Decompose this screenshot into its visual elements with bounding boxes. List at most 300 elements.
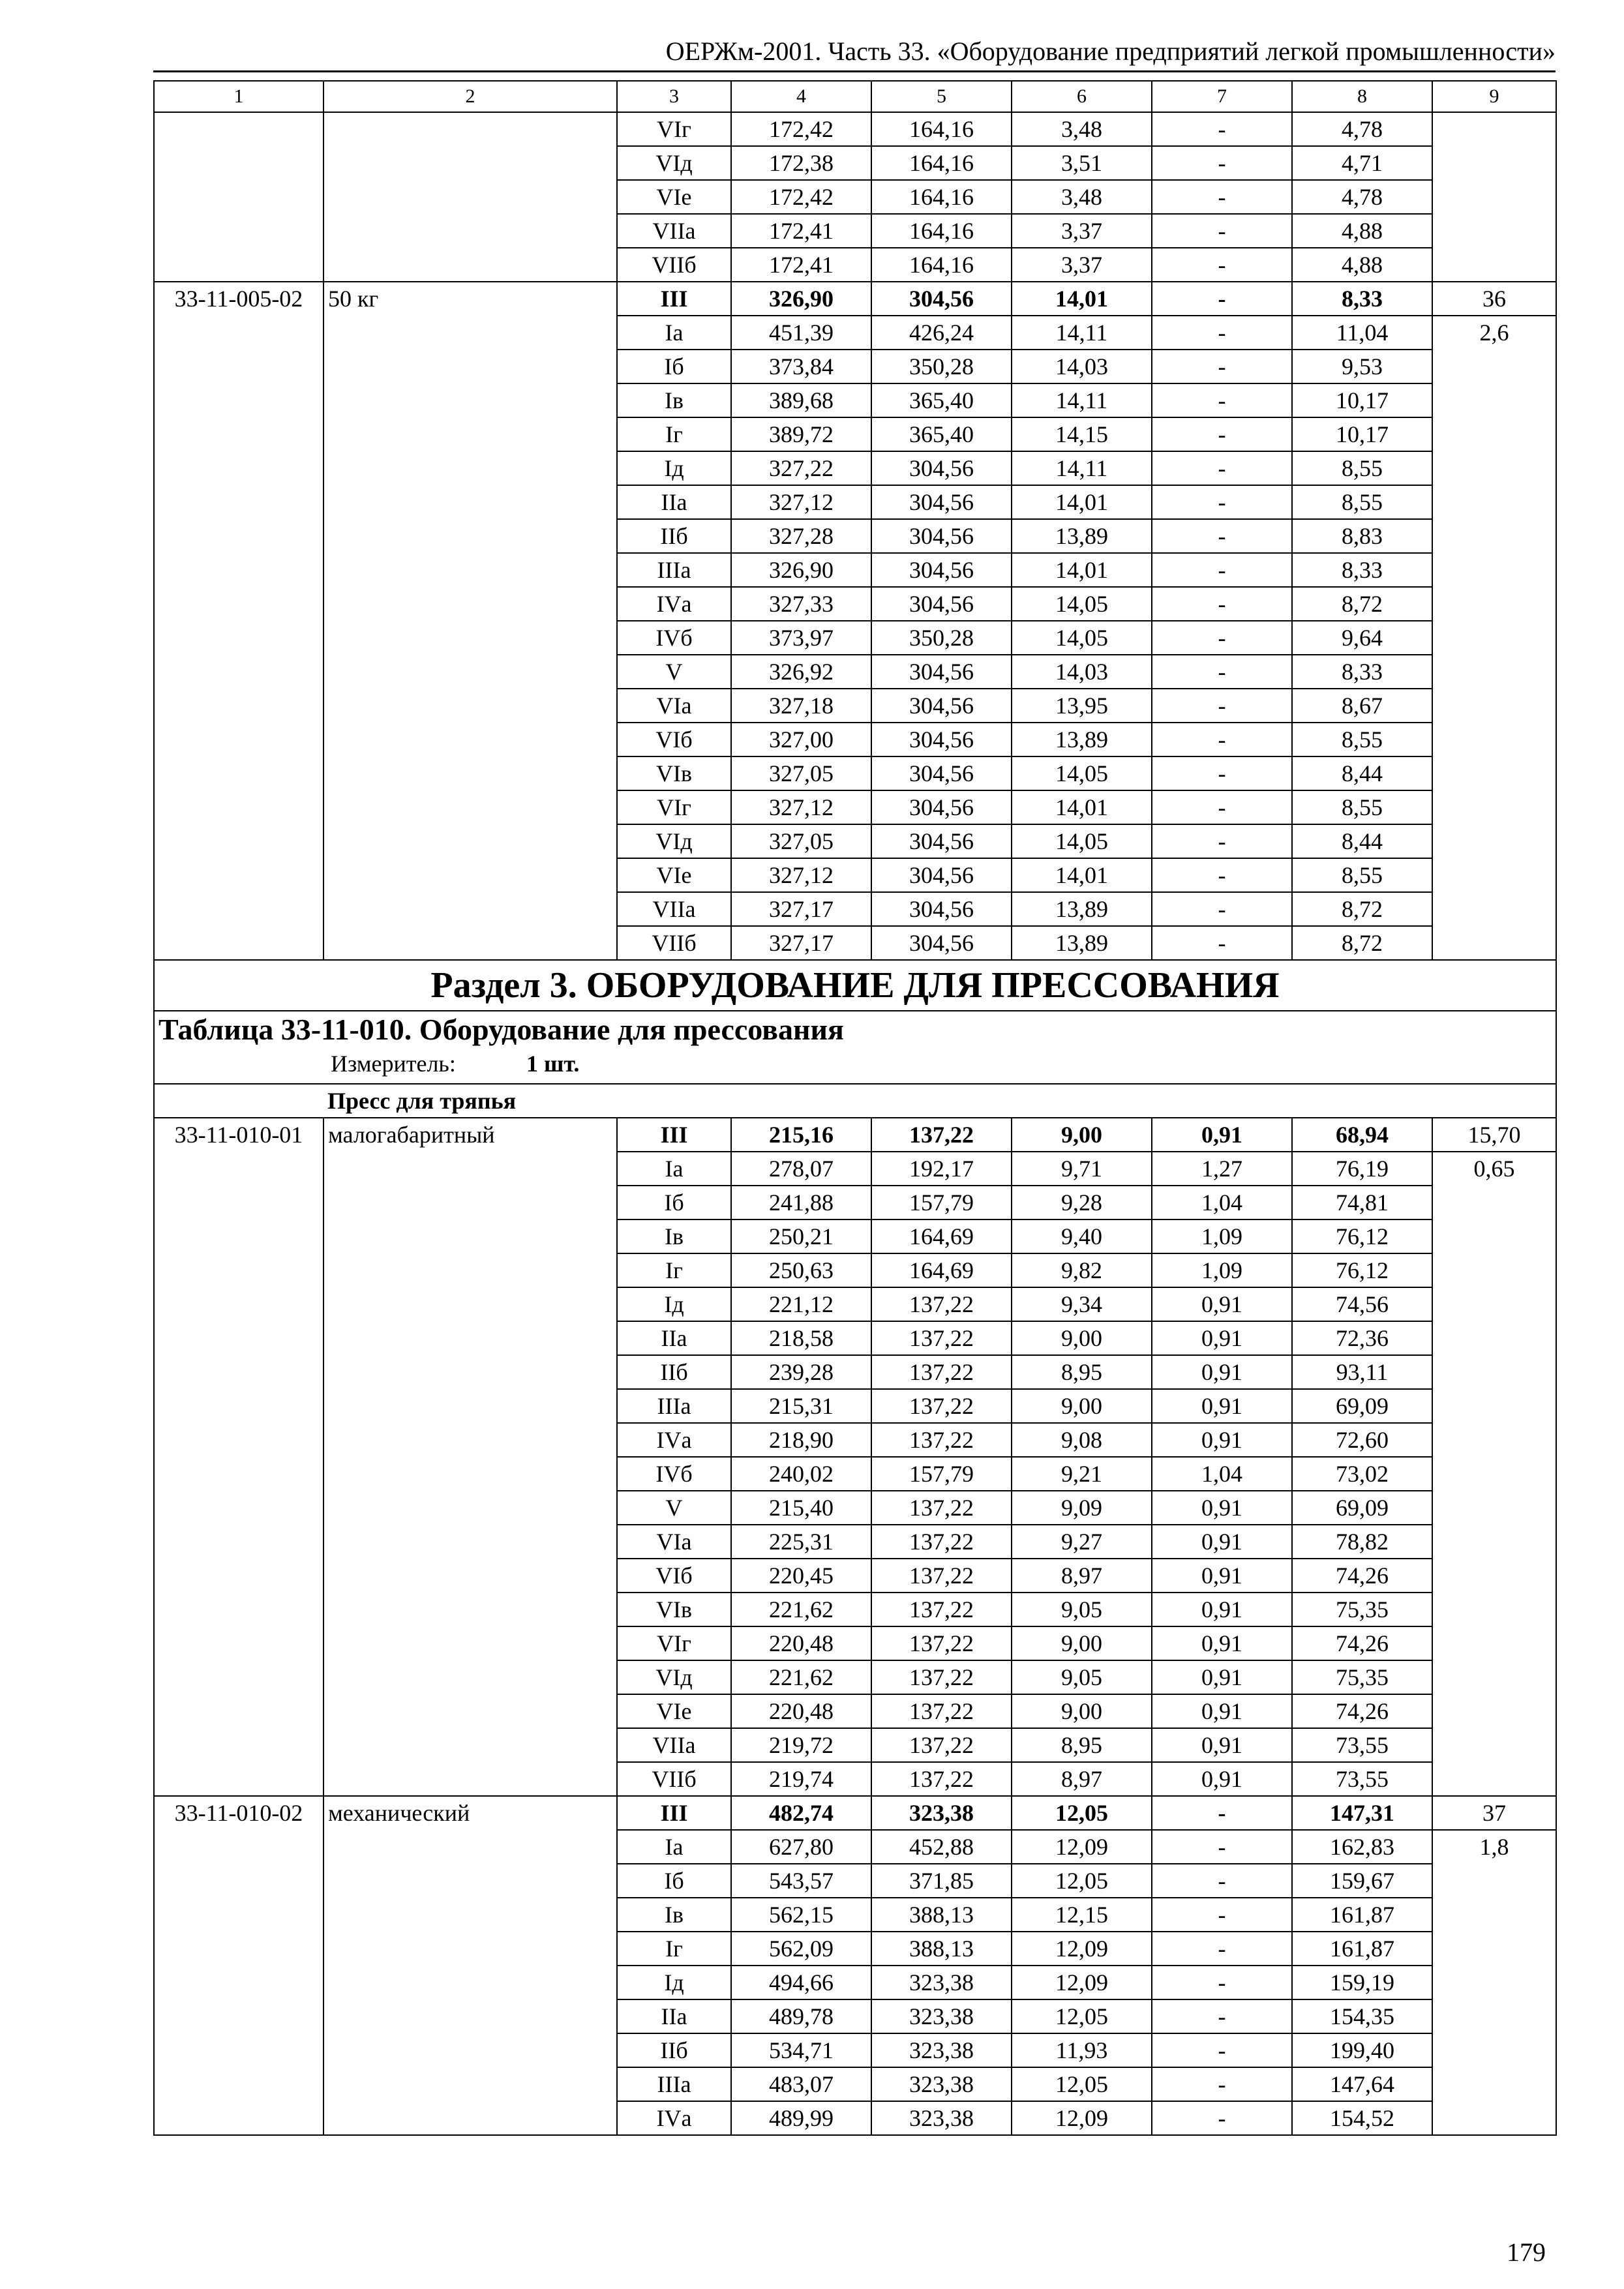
value-cell: 14,05	[1012, 587, 1152, 621]
value-cell: 0,91	[1152, 1491, 1292, 1525]
value-cell: 137,22	[871, 1389, 1012, 1423]
code-cell: 33-11-005-02	[154, 282, 323, 960]
section-title: Раздел 3. ОБОРУДОВАНИЕ ДЛЯ ПРЕССОВАНИЯ	[154, 960, 1556, 1011]
value-cell: -	[1152, 112, 1292, 146]
value-cell: 9,53	[1292, 350, 1432, 383]
value-cell: -	[1152, 1999, 1292, 2033]
value-cell: -	[1152, 1898, 1292, 1932]
value-cell: 137,22	[871, 1593, 1012, 1626]
zone-cell: IVб	[617, 621, 731, 655]
value-cell: 14,05	[1012, 756, 1152, 790]
value-cell: 3,48	[1012, 180, 1152, 214]
value-cell: 326,90	[731, 553, 871, 587]
value-cell: 147,31	[1292, 1796, 1432, 1830]
value-cell: 14,03	[1012, 350, 1152, 383]
value-cell: 8,83	[1292, 519, 1432, 553]
value-cell: 0,91	[1152, 1355, 1292, 1389]
value-cell: 240,02	[731, 1457, 871, 1491]
value-cell: 218,58	[731, 1321, 871, 1355]
value-cell: 13,89	[1012, 926, 1152, 960]
value-cell: 9,64	[1292, 621, 1432, 655]
value-cell: 0,91	[1152, 1559, 1292, 1593]
meter-value: 1 шт.	[526, 1051, 580, 1077]
value-cell: -	[1152, 417, 1292, 451]
value-cell: -	[1152, 553, 1292, 587]
zone-cell: Iг	[617, 1932, 731, 1966]
value-cell: -	[1152, 926, 1292, 960]
value-cell: 75,35	[1292, 1593, 1432, 1626]
value-cell: 1,04	[1152, 1186, 1292, 1219]
value-cell: 69,09	[1292, 1389, 1432, 1423]
zone-cell: V	[617, 655, 731, 689]
value-cell: -	[1152, 1796, 1292, 1830]
value-cell: 304,56	[871, 723, 1012, 756]
value-cell: 304,56	[871, 553, 1012, 587]
value-cell: 159,19	[1292, 1966, 1432, 1999]
value-cell: 74,26	[1292, 1694, 1432, 1728]
value-cell: -	[1152, 180, 1292, 214]
value-cell: 4,78	[1292, 112, 1432, 146]
value-cell: -	[1152, 723, 1292, 756]
zone-cell: Iб	[617, 1186, 731, 1219]
value-cell: 11,04	[1292, 316, 1432, 350]
value-cell: 373,84	[731, 350, 871, 383]
value-cell: -	[1152, 451, 1292, 485]
value-cell: 137,22	[871, 1525, 1012, 1559]
value-cell: 304,56	[871, 519, 1012, 553]
value-cell: 215,40	[731, 1491, 871, 1525]
zone-cell: VIб	[617, 723, 731, 756]
value-cell: 8,97	[1012, 1762, 1152, 1796]
value-cell: 327,28	[731, 519, 871, 553]
value-cell: 327,17	[731, 926, 871, 960]
value-cell: 0,91	[1152, 1525, 1292, 1559]
value-cell: 9,05	[1012, 1593, 1152, 1626]
value-cell: 219,74	[731, 1762, 871, 1796]
zone-cell: Iд	[617, 1287, 731, 1321]
value-cell: 162,83	[1292, 1830, 1432, 1864]
value-cell: 0,91	[1152, 1762, 1292, 1796]
value-cell: 323,38	[871, 2101, 1012, 2135]
value-cell: 327,18	[731, 689, 871, 723]
value-cell: 365,40	[871, 383, 1012, 417]
table-row	[154, 282, 1556, 316]
value-cell: -	[1152, 248, 1292, 282]
table-row	[154, 112, 1556, 146]
value-cell: 304,56	[871, 689, 1012, 723]
value-cell: 137,22	[871, 1118, 1012, 1152]
value-cell: 74,81	[1292, 1186, 1432, 1219]
zone-cell: VIе	[617, 180, 731, 214]
zone-cell: IIб	[617, 1355, 731, 1389]
value-cell: 8,72	[1292, 892, 1432, 926]
value-cell: 9,27	[1012, 1525, 1152, 1559]
table-row	[154, 1118, 1556, 1152]
zone-cell: VIв	[617, 756, 731, 790]
value-cell: 350,28	[871, 621, 1012, 655]
value-cell: 8,55	[1292, 858, 1432, 892]
zone-cell: IVа	[617, 1423, 731, 1457]
zone-cell: Iд	[617, 1966, 731, 1999]
value-cell: 4,88	[1292, 248, 1432, 282]
value-cell: 221,62	[731, 1660, 871, 1694]
value-cell: -	[1152, 655, 1292, 689]
value-cell: 9,00	[1012, 1389, 1152, 1423]
value-cell: 323,38	[871, 1796, 1012, 1830]
value-cell: 72,36	[1292, 1321, 1432, 1355]
value-cell: 137,22	[871, 1423, 1012, 1457]
value-cell: 13,89	[1012, 892, 1152, 926]
value-cell: 9,71	[1012, 1152, 1152, 1186]
page-number: 179	[1507, 2237, 1546, 2267]
value-cell: 489,78	[731, 1999, 871, 2033]
column-number: 1	[154, 81, 323, 112]
value-cell: 373,97	[731, 621, 871, 655]
value-cell: 137,22	[871, 1762, 1012, 1796]
zone-cell: Iг	[617, 417, 731, 451]
value-cell: 489,99	[731, 2101, 871, 2135]
value-cell: 1,09	[1152, 1253, 1292, 1287]
value-cell: 74,26	[1292, 1626, 1432, 1660]
value-cell: 365,40	[871, 417, 1012, 451]
value-cell: 323,38	[871, 2067, 1012, 2101]
value-cell: 327,33	[731, 587, 871, 621]
value-cell: 75,35	[1292, 1660, 1432, 1694]
zone-cell: VIа	[617, 689, 731, 723]
value-cell: 327,05	[731, 756, 871, 790]
value-cell: 9,00	[1012, 1118, 1152, 1152]
zone-cell: VIе	[617, 1694, 731, 1728]
value-cell: 3,48	[1012, 112, 1152, 146]
value-cell: 327,00	[731, 723, 871, 756]
value-cell: 8,95	[1012, 1355, 1152, 1389]
value-cell: 8,44	[1292, 756, 1432, 790]
value-cell: 4,71	[1292, 146, 1432, 180]
table-title-row	[154, 1011, 1556, 1084]
zone-cell: VIг	[617, 112, 731, 146]
value-cell: -	[1152, 1864, 1292, 1898]
zone-cell: VIIб	[617, 1762, 731, 1796]
value-cell: 0,91	[1152, 1423, 1292, 1457]
value-cell: 304,56	[871, 858, 1012, 892]
zone-cell: Iб	[617, 350, 731, 383]
value-cell: 3,37	[1012, 214, 1152, 248]
value-cell: 220,48	[731, 1694, 871, 1728]
zone-cell: IIа	[617, 1999, 731, 2033]
value-cell: 0,91	[1152, 1389, 1292, 1423]
value-cell: -	[1152, 316, 1292, 350]
value-cell: 159,67	[1292, 1864, 1432, 1898]
value-cell: 12,09	[1012, 1966, 1152, 1999]
value-cell: -	[1152, 146, 1292, 180]
value-cell: 68,94	[1292, 1118, 1432, 1152]
value-cell: 452,88	[871, 1830, 1012, 1864]
value-cell: -	[1152, 689, 1292, 723]
col9-value: 37	[1432, 1796, 1556, 1830]
col9-cell	[1432, 112, 1556, 282]
zone-cell: IVа	[617, 2101, 731, 2135]
value-cell: 8,33	[1292, 553, 1432, 587]
value-cell: 14,15	[1012, 417, 1152, 451]
zone-cell: VIIа	[617, 1728, 731, 1762]
value-cell: 327,12	[731, 790, 871, 824]
zone-cell: IIIа	[617, 2067, 731, 2101]
value-cell: 12,15	[1012, 1898, 1152, 1932]
zone-cell: Iв	[617, 1219, 731, 1253]
value-cell: 627,80	[731, 1830, 871, 1864]
zone-cell: IVа	[617, 587, 731, 621]
running-header: ОЕРЖм-2001. Часть 33. «Оборудование предприятий легкой промышленности»	[153, 36, 1556, 72]
value-cell: 8,72	[1292, 926, 1432, 960]
value-cell: 219,72	[731, 1728, 871, 1762]
value-cell: 388,13	[871, 1898, 1012, 1932]
value-cell: 9,28	[1012, 1186, 1152, 1219]
value-cell: 14,11	[1012, 383, 1152, 417]
value-cell: 14,05	[1012, 621, 1152, 655]
value-cell: 534,71	[731, 2033, 871, 2067]
value-cell: -	[1152, 519, 1292, 553]
value-cell: 388,13	[871, 1932, 1012, 1966]
zone-cell: IVб	[617, 1457, 731, 1491]
value-cell: 9,40	[1012, 1219, 1152, 1253]
value-cell: 8,55	[1292, 723, 1432, 756]
group-row	[154, 1084, 1556, 1118]
value-cell: 9,09	[1012, 1491, 1152, 1525]
value-cell: 12,09	[1012, 1932, 1152, 1966]
value-cell: 8,55	[1292, 790, 1432, 824]
value-cell: 164,69	[871, 1219, 1012, 1253]
value-cell: 8,72	[1292, 587, 1432, 621]
value-cell: 389,72	[731, 417, 871, 451]
value-cell: 326,92	[731, 655, 871, 689]
value-cell: -	[1152, 2033, 1292, 2067]
zone-cell: Iг	[617, 1253, 731, 1287]
value-cell: 13,95	[1012, 689, 1152, 723]
value-cell: -	[1152, 824, 1292, 858]
zone-cell: III	[617, 1118, 731, 1152]
value-cell: 78,82	[1292, 1525, 1432, 1559]
value-cell: 93,11	[1292, 1355, 1432, 1389]
value-cell: 278,07	[731, 1152, 871, 1186]
column-number: 9	[1432, 81, 1556, 112]
zone-cell: VIе	[617, 858, 731, 892]
value-cell: 9,00	[1012, 1626, 1152, 1660]
zone-cell: IIа	[617, 1321, 731, 1355]
value-cell: 350,28	[871, 350, 1012, 383]
value-cell: -	[1152, 350, 1292, 383]
value-cell: 172,42	[731, 180, 871, 214]
zone-cell: III	[617, 1796, 731, 1830]
value-cell: 76,12	[1292, 1219, 1432, 1253]
value-cell: 562,09	[731, 1932, 871, 1966]
value-cell: 327,12	[731, 858, 871, 892]
zone-cell: VIа	[617, 1525, 731, 1559]
value-cell: 137,22	[871, 1355, 1012, 1389]
value-cell: 327,05	[731, 824, 871, 858]
column-number: 3	[617, 81, 731, 112]
value-cell: -	[1152, 1966, 1292, 1999]
zone-cell: Iв	[617, 1898, 731, 1932]
value-cell: 73,55	[1292, 1728, 1432, 1762]
value-cell: 543,57	[731, 1864, 871, 1898]
zone-cell: VIд	[617, 824, 731, 858]
value-cell: 137,22	[871, 1321, 1012, 1355]
value-cell: 327,12	[731, 485, 871, 519]
code-cell: 33-11-010-01	[154, 1118, 323, 1796]
value-cell: 0,91	[1152, 1321, 1292, 1355]
value-cell: 304,56	[871, 790, 1012, 824]
value-cell: 73,55	[1292, 1762, 1432, 1796]
value-cell: 9,08	[1012, 1423, 1152, 1457]
value-cell: -	[1152, 282, 1292, 316]
value-cell: 323,38	[871, 1966, 1012, 1999]
value-cell: 14,01	[1012, 553, 1152, 587]
value-cell: 76,12	[1292, 1253, 1432, 1287]
value-cell: 10,17	[1292, 383, 1432, 417]
value-cell: -	[1152, 2067, 1292, 2101]
value-cell: 4,78	[1292, 180, 1432, 214]
value-cell: 14,11	[1012, 316, 1152, 350]
value-cell: 3,51	[1012, 146, 1152, 180]
value-cell: 426,24	[871, 316, 1012, 350]
code-cell: 33-11-010-02	[154, 1796, 323, 2135]
value-cell: 164,16	[871, 112, 1012, 146]
value-cell: 0,91	[1152, 1626, 1292, 1660]
value-cell: -	[1152, 892, 1292, 926]
zone-cell: Iа	[617, 316, 731, 350]
value-cell: 172,38	[731, 146, 871, 180]
value-cell: -	[1152, 587, 1292, 621]
value-cell: 14,11	[1012, 451, 1152, 485]
value-cell: 218,90	[731, 1423, 871, 1457]
value-cell: 9,05	[1012, 1660, 1152, 1694]
value-cell: 0,91	[1152, 1660, 1292, 1694]
value-cell: 323,38	[871, 2033, 1012, 2067]
value-cell: 482,74	[731, 1796, 871, 1830]
value-cell: 137,22	[871, 1694, 1012, 1728]
value-cell: 76,19	[1292, 1152, 1432, 1186]
zone-cell: III	[617, 282, 731, 316]
value-cell: 304,56	[871, 485, 1012, 519]
value-cell: 9,34	[1012, 1287, 1152, 1321]
value-cell: 8,55	[1292, 485, 1432, 519]
value-cell: 137,22	[871, 1660, 1012, 1694]
value-cell: 8,33	[1292, 282, 1432, 316]
meter-label: Измеритель:	[331, 1051, 456, 1077]
value-cell: 0,91	[1152, 1728, 1292, 1762]
value-cell: 164,16	[871, 146, 1012, 180]
value-cell: 154,35	[1292, 1999, 1432, 2033]
value-cell: 137,22	[871, 1559, 1012, 1593]
value-cell: 304,56	[871, 756, 1012, 790]
value-cell: 69,09	[1292, 1491, 1432, 1525]
value-cell: 11,93	[1012, 2033, 1152, 2067]
value-cell: 137,22	[871, 1728, 1012, 1762]
zone-cell: Iд	[617, 451, 731, 485]
value-cell: 157,79	[871, 1186, 1012, 1219]
zone-cell: VIIб	[617, 248, 731, 282]
value-cell: -	[1152, 2101, 1292, 2135]
col9-value: 2,6	[1432, 316, 1556, 960]
value-cell: 304,56	[871, 926, 1012, 960]
value-cell: 0,91	[1152, 1118, 1292, 1152]
value-cell: 14,01	[1012, 858, 1152, 892]
value-cell: 220,48	[731, 1626, 871, 1660]
value-cell: 8,97	[1012, 1559, 1152, 1593]
value-cell: 172,41	[731, 214, 871, 248]
name-cell	[323, 112, 617, 282]
value-cell: 250,21	[731, 1219, 871, 1253]
value-cell: 157,79	[871, 1457, 1012, 1491]
code-cell	[154, 112, 323, 282]
zone-cell: VIг	[617, 1626, 731, 1660]
column-number: 6	[1012, 81, 1152, 112]
column-number: 2	[323, 81, 617, 112]
col9-value: 15,70	[1432, 1118, 1556, 1152]
value-cell: 14,01	[1012, 790, 1152, 824]
empty-cell	[154, 1084, 323, 1118]
value-cell: 304,56	[871, 824, 1012, 858]
zone-cell: Iа	[617, 1830, 731, 1864]
value-cell: 304,56	[871, 655, 1012, 689]
value-cell: 304,56	[871, 282, 1012, 316]
value-cell: 9,00	[1012, 1694, 1152, 1728]
value-cell: 225,31	[731, 1525, 871, 1559]
value-cell: -	[1152, 1932, 1292, 1966]
value-cell: 562,15	[731, 1898, 871, 1932]
zone-cell: VIIа	[617, 214, 731, 248]
value-cell: 14,01	[1012, 282, 1152, 316]
value-cell: 137,22	[871, 1491, 1012, 1525]
value-cell: 161,87	[1292, 1932, 1432, 1966]
meter-line	[158, 1048, 1552, 1079]
value-cell: 73,02	[1292, 1457, 1432, 1491]
value-cell: 3,37	[1012, 248, 1152, 282]
value-cell: -	[1152, 790, 1292, 824]
zone-cell: VIг	[617, 790, 731, 824]
table-title: Таблица 33-11-010. Оборудование для прессования	[158, 1013, 844, 1046]
value-cell: 147,64	[1292, 2067, 1432, 2101]
value-cell: -	[1152, 756, 1292, 790]
value-cell: 12,05	[1012, 1796, 1152, 1830]
value-cell: 241,88	[731, 1186, 871, 1219]
value-cell: 239,28	[731, 1355, 871, 1389]
zone-cell: VIIа	[617, 892, 731, 926]
value-cell: 221,62	[731, 1593, 871, 1626]
name-cell: малогабаритный	[323, 1118, 617, 1796]
value-cell: 10,17	[1292, 417, 1432, 451]
value-cell: 1,09	[1152, 1219, 1292, 1253]
value-cell: 8,95	[1012, 1728, 1152, 1762]
value-cell: -	[1152, 858, 1292, 892]
value-cell: -	[1152, 383, 1292, 417]
column-number-row	[154, 81, 1556, 112]
value-cell: 221,12	[731, 1287, 871, 1321]
value-cell: 1,04	[1152, 1457, 1292, 1491]
value-cell: 8,67	[1292, 689, 1432, 723]
value-cell: 164,69	[871, 1253, 1012, 1287]
zone-cell: Iб	[617, 1864, 731, 1898]
value-cell: -	[1152, 621, 1292, 655]
value-cell: 9,21	[1012, 1457, 1152, 1491]
col9-value: 1,8	[1432, 1830, 1556, 2135]
value-cell: 74,56	[1292, 1287, 1432, 1321]
value-cell: 161,87	[1292, 1898, 1432, 1932]
name-cell: 50 кг	[323, 282, 617, 960]
value-cell: 483,07	[731, 2067, 871, 2101]
value-cell: 215,16	[731, 1118, 871, 1152]
zone-cell: VIд	[617, 146, 731, 180]
